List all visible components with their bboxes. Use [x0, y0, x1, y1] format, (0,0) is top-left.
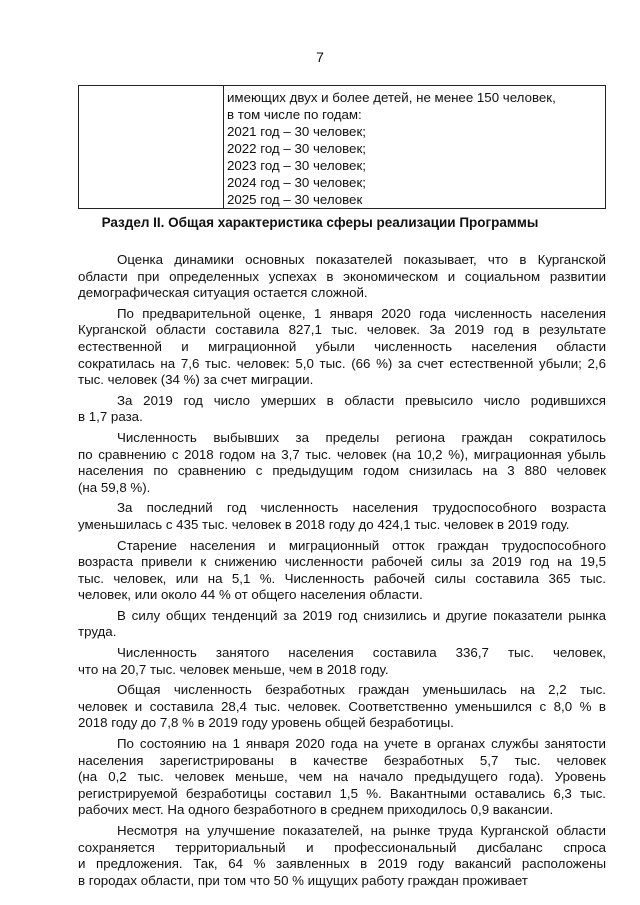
paragraph [78, 538, 606, 604]
paragraph [78, 823, 606, 889]
paragraph [78, 500, 606, 533]
paragraph-line: Старение населения и миграционный отток граждан трудоспособного [117, 537, 606, 553]
paragraph-line: В силу общих тенденций за 2019 год снизились и другие показатели рынка [117, 607, 606, 623]
paragraph-line: в 1,7 раза. [78, 409, 143, 425]
paragraph-line: Курганской области составила 827,1 тыс. человек. За 2019 год в результате [78, 322, 606, 338]
paragraph [78, 682, 606, 732]
paragraph-line: Оценка динамики основных показателей показывает, что в Курганской [117, 252, 606, 267]
paragraph-line: населения по сравнению с предыдущим годом снизилась на 3 880 человек [78, 463, 606, 479]
paragraph-line: и предложения. Так, 64 % заявленных в 2019 году вакансий расположены [78, 856, 606, 872]
table-cell-left [79, 86, 224, 209]
paragraph-line: естественной и миграционной убыли численность населения области [78, 338, 606, 354]
page-number: 7 [316, 49, 324, 65]
paragraph-line: сократилась на 7,6 тыс. человек: 5,0 тыс. (66 %) за счет естественной убыли; 2,6 [78, 355, 606, 371]
document-body [78, 252, 606, 893]
paragraph-line: человек, или около 44 % от общего населения области. [78, 587, 423, 603]
paragraph-line: возраста привели к снижению численности рабочей силы за 2019 год на 19,5 [78, 554, 606, 570]
table-line: 2024 год – 30 человек; [227, 175, 366, 190]
paragraph-line: Численность выбывших за пределы региона граждан сократилось [117, 429, 606, 445]
paragraph [78, 306, 606, 389]
paragraph-line: сохраняется территориальный и профессиональный дисбаланс спроса [78, 839, 606, 855]
table-line: 2023 год – 30 человек; [227, 158, 366, 173]
paragraph-line: (на 0,2 тыс. человек меньше, чем на начало предыдущего года). Уровень [78, 769, 606, 785]
paragraph [78, 252, 606, 302]
paragraph-line: рабочих мест. На одного безработного в среднем приходилось 0,9 вакансии. [78, 802, 554, 818]
table-line: в том числе по годам: [227, 107, 362, 122]
table-line: 2025 год – 30 человек [227, 192, 363, 207]
continuation-table [78, 85, 606, 209]
paragraph-line: По состоянию на 1 января 2020 года на учете в органах службы занятости [117, 736, 606, 752]
paragraph-line: Численность занятого населения составила 336,7 тыс. человек, [117, 645, 606, 661]
paragraph-line: населения зарегистрированы в качестве безработных 5,7 тыс. человек [78, 752, 606, 768]
paragraph-line: За последний год численность населения трудоспособного возраста [117, 500, 606, 516]
paragraph-line: регистрируемой безработицы составил 1,5 %. Вакантными оставались 6,3 тыс. [78, 785, 606, 801]
paragraph [78, 608, 606, 641]
table-line: имеющих двух и более детей, не менее 150 человек, [227, 90, 556, 105]
paragraph [78, 736, 606, 819]
paragraph-line: 2018 году до 7,8 % в 2019 году уровень общей безработицы. [78, 715, 454, 731]
paragraph-line: в городах области, при том что 50 % ищущих работу граждан проживает [78, 872, 528, 888]
paragraph-line: Общая численность безработных граждан уменьшилась на 2,2 тыс. [117, 682, 606, 698]
paragraph-line: (на 59,8 %). [78, 479, 151, 495]
paragraph-line: За 2019 год число умерших в области превысило число родившихся [117, 392, 606, 408]
table-cell-right [224, 86, 606, 209]
table-line: 2022 год – 30 человек; [227, 141, 366, 156]
paragraph [78, 393, 606, 426]
table-line: 2021 год – 30 человек; [227, 124, 366, 139]
paragraph-line: Несмотря на улучшение показателей, на рынке труда Курганской области [117, 823, 606, 838]
paragraph-line: труда. [78, 624, 117, 640]
section-title: Раздел II. Общая характеристика сферы реализации Программы [101, 215, 539, 230]
paragraph-line: что на 20,7 тыс. человек меньше, чем в 2018 году. [78, 661, 389, 677]
paragraph-line: уменьшилась с 435 тыс. человек в 2018 году до 424,1 тыс. человек в 2019 году. [78, 516, 570, 532]
paragraph [78, 645, 606, 678]
paragraph-line: человек и составила 28,4 тыс. человек. Соответственно уменьшился с 8,0 % в [78, 698, 606, 714]
paragraph-line: По предварительной оценке, 1 января 2020 года численность населения [117, 305, 606, 321]
paragraph [78, 430, 606, 496]
paragraph-line: области при определенных успехах в экономическом и социальном развитии [78, 268, 606, 284]
paragraph-line: демографическая ситуация остается сложной. [78, 285, 368, 301]
paragraph-line: по сравнению с 2018 годом на 3,7 тыс. человек (на 10,2 %), миграционная убыль [78, 446, 606, 462]
paragraph-line: тыс. человек (34 %) за счет миграции. [78, 372, 314, 388]
table-row [79, 86, 606, 209]
paragraph-line: тыс. человек, или на 5,1 %. Численность рабочей силы составила 365 тыс. [78, 570, 606, 586]
